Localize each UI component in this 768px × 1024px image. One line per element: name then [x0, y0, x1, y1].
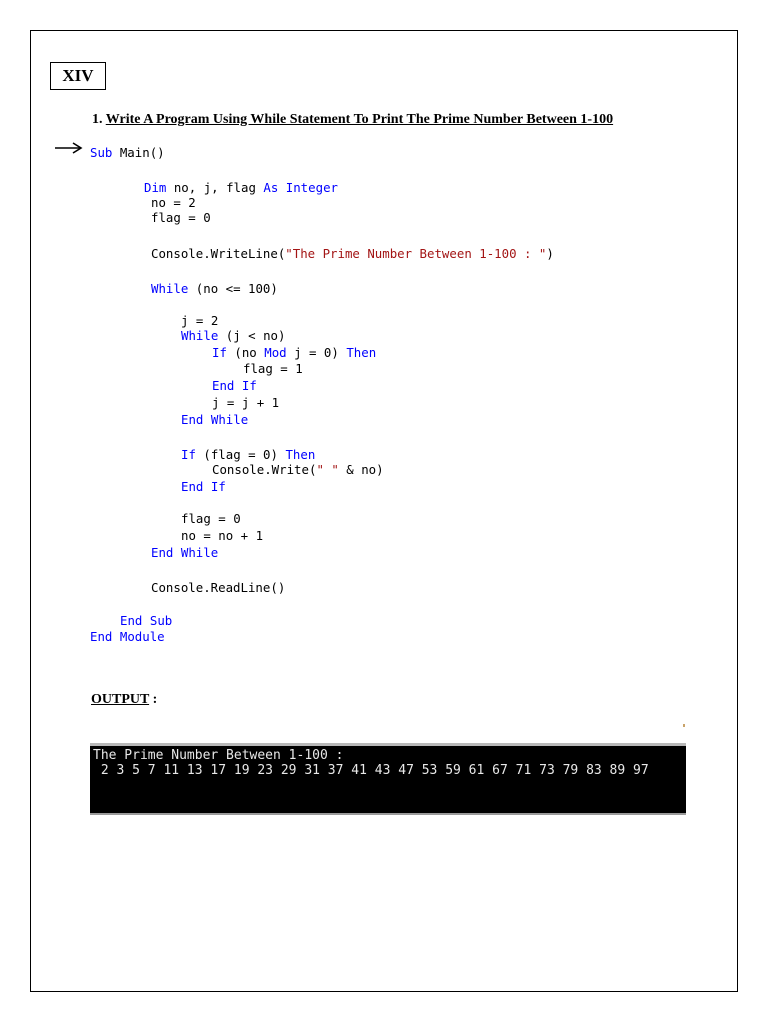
- corner-mark: [683, 724, 685, 727]
- code-line: End While: [151, 545, 219, 560]
- code-line: While (j < no): [181, 328, 286, 343]
- right-arrow-icon: [54, 140, 84, 156]
- output-label: OUTPUT: [91, 692, 150, 707]
- code-line: Console.ReadLine(): [151, 580, 286, 595]
- code-line: Dim no, j, flag As Integer: [144, 180, 338, 195]
- code-line: flag = 0: [181, 511, 241, 526]
- code-line: If (no Mod j = 0) Then: [212, 345, 377, 360]
- question-title: Write A Program Using While Statement To Print The Prime Number Between 1-100: [105, 112, 614, 127]
- code-line: j = j + 1: [212, 395, 280, 410]
- section-number-box: [50, 62, 106, 90]
- code-line: End If: [212, 378, 257, 393]
- code-line: End Module: [90, 629, 165, 644]
- code-line: End Sub: [120, 613, 173, 628]
- question-number: 1.: [92, 112, 103, 127]
- code-line: While (no <= 100): [151, 281, 278, 296]
- code-line: no = no + 1: [181, 528, 264, 543]
- output-label-suffix: :: [149, 692, 158, 707]
- code-line: no = 2: [151, 195, 196, 210]
- code-line: Console.Write(" " & no): [212, 462, 384, 477]
- output-heading: [91, 692, 157, 708]
- page-border: [30, 30, 738, 992]
- code-line: flag = 0: [151, 210, 211, 225]
- code-line: Sub Main(): [90, 145, 165, 160]
- question-heading: [92, 112, 613, 128]
- section-number: XIV: [62, 66, 94, 85]
- code-line: flag = 1: [243, 361, 303, 376]
- console-line: 2 3 5 7 11 13 17 19 23 29 31 37 41 43 47 53 59 61 67 71 73 79 83 89 97: [93, 763, 649, 778]
- console-output-window: [90, 743, 686, 815]
- code-line: End While: [181, 412, 249, 427]
- code-line: j = 2: [181, 313, 219, 328]
- code-line: End If: [181, 479, 226, 494]
- code-line: If (flag = 0) Then: [181, 447, 316, 462]
- console-line: The Prime Number Between 1-100 :: [93, 748, 344, 763]
- code-line: Console.WriteLine("The Prime Number Between 1-100 : "): [151, 246, 554, 261]
